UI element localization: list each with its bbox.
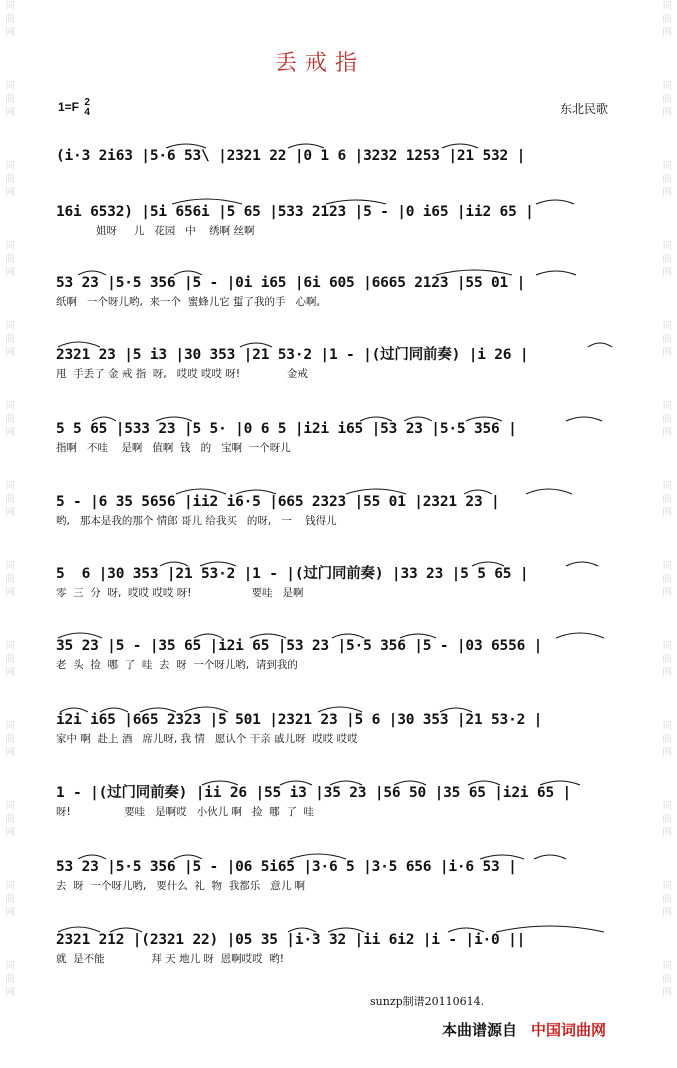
watermark-glyph: 网 xyxy=(5,427,15,438)
watermark-glyph-group xyxy=(660,320,674,400)
watermark-glyph: 网 xyxy=(5,267,15,278)
lyrics-line: 哟, 那本是我的那个 情郎 哥儿 给我买 的呀, 一 钱得儿 xyxy=(56,515,337,527)
slur-marks xyxy=(56,851,612,861)
watermark-glyph: 词 xyxy=(5,801,15,812)
watermark-glyph-group xyxy=(660,800,674,880)
watermark-glyph: 曲 xyxy=(5,494,15,505)
watermark-glyph: 词 xyxy=(5,881,15,892)
score-row xyxy=(56,856,612,894)
notation-line: 5 5 65 |533 23 |5 5· |0 6 5 |i2i i65 |53 23 |5·5 356 | xyxy=(56,421,517,437)
lyrics-line: 甩 手丢了 金 戒 指 呀, 哎哎 哎哎 呀! 金戒 xyxy=(56,368,308,380)
slur-marks xyxy=(56,704,612,714)
watermark-glyph: 曲 xyxy=(662,574,672,585)
watermark-glyph-group xyxy=(3,80,17,160)
watermark-glyph: 词 xyxy=(662,1,672,12)
watermark-glyph: 网 xyxy=(5,987,15,998)
watermark-glyph: 网 xyxy=(5,187,15,198)
notation-line: 5 - |6 35 5656 |ii2 i6·5 |665 2323 |55 01 |2321 23 | xyxy=(56,494,500,510)
song-origin: 东北民歌 xyxy=(560,102,609,116)
watermark-glyph: 网 xyxy=(5,827,15,838)
watermark-glyph-group xyxy=(3,720,17,800)
watermark-glyph: 词 xyxy=(662,81,672,92)
watermark-glyph: 词 xyxy=(662,961,672,972)
notation-line: 5 6 |30 353 |21 53·2 |1 - |(过门同前奏) |33 23 |5 5 65 | xyxy=(56,566,529,582)
watermark-glyph-group xyxy=(3,400,17,480)
watermark-glyph: 网 xyxy=(662,587,672,598)
source-notice xyxy=(442,1019,606,1040)
slur-marks xyxy=(56,339,612,349)
watermark-glyph: 曲 xyxy=(5,894,15,905)
song-title: 丢戒指 xyxy=(274,51,365,76)
score-row xyxy=(56,782,612,820)
slur-marks xyxy=(56,486,612,496)
watermark-glyph: 曲 xyxy=(5,334,15,345)
watermark-glyph: 曲 xyxy=(5,734,15,745)
watermark-glyph: 词 xyxy=(5,1,15,12)
score-row xyxy=(56,418,612,456)
watermark-glyph: 曲 xyxy=(5,414,15,425)
slur-marks xyxy=(56,413,612,423)
watermark-glyph: 词 xyxy=(662,481,672,492)
watermark-glyph-group xyxy=(660,80,674,160)
watermark-glyph: 网 xyxy=(5,107,15,118)
slur-marks xyxy=(56,267,612,277)
score-row xyxy=(56,709,612,747)
watermark-glyph-group xyxy=(3,640,17,720)
lyrics-line: 纸啊 一个呀儿哟, 来一个 蜜蜂儿它 蜇了我的手 心啊, xyxy=(56,296,320,308)
watermark-glyph-group xyxy=(3,560,17,640)
watermark-glyph: 网 xyxy=(662,187,672,198)
lyrics-line: 就 是不能 拜 天 地儿 呀 恩啊哎哎 哟! xyxy=(56,953,284,965)
watermark-glyph-group xyxy=(3,320,17,400)
watermark-glyph-group xyxy=(660,560,674,640)
side-watermark-left xyxy=(3,0,17,1040)
lyrics-line: 指啊 不哇 是啊 值啊 钱 的 宝啊 一个呀儿 xyxy=(56,442,291,454)
watermark-glyph: 词 xyxy=(5,241,15,252)
watermark-glyph-group xyxy=(660,480,674,560)
watermark-glyph: 网 xyxy=(5,667,15,678)
watermark-glyph: 词 xyxy=(5,721,15,732)
transcriber-credit: sunzp制谱20110614. xyxy=(370,995,485,1008)
watermark-glyph-group xyxy=(660,960,674,1040)
watermark-glyph: 网 xyxy=(5,907,15,918)
source-site-link[interactable]: 中国词曲网 xyxy=(531,1022,607,1039)
score-row xyxy=(56,201,612,239)
watermark-glyph: 网 xyxy=(5,587,15,598)
watermark-glyph: 词 xyxy=(662,721,672,732)
notation-line: (i·3 2i63 |5·6 53\ |2321 22 |0 1 6 |3232 1253 |21 532 | xyxy=(56,148,526,164)
watermark-glyph-group xyxy=(3,480,17,560)
watermark-glyph: 词 xyxy=(662,161,672,172)
watermark-glyph-group xyxy=(660,880,674,960)
watermark-glyph: 网 xyxy=(662,107,672,118)
watermark-glyph-group xyxy=(3,240,17,320)
watermark-glyph-group xyxy=(660,0,674,80)
slur-marks xyxy=(56,196,612,206)
key-signature xyxy=(58,98,90,118)
notation-line: 53 23 |5·5 356 |5 - |0i i65 |6i 605 |6665 2123 |55 01 | xyxy=(56,275,526,291)
notation-line: 1 - |(过门同前奏) |ii 26 |55 i3 |35 23 |56 50 |35 65 |i2i 65 | xyxy=(56,785,572,801)
watermark-glyph: 网 xyxy=(5,507,15,518)
slur-marks xyxy=(56,140,612,150)
side-watermark-right xyxy=(660,0,674,1040)
watermark-glyph-group xyxy=(660,720,674,800)
watermark-glyph-group xyxy=(3,160,17,240)
slur-marks xyxy=(56,558,612,568)
watermark-glyph: 曲 xyxy=(662,174,672,185)
watermark-glyph-group xyxy=(660,240,674,320)
notation-line: 35 23 |5 - |35 65 |i2i 65 |53 23 |5·5 356 |5 - |03 6556 | xyxy=(56,638,543,654)
notation-line: i2i i65 |665 2323 |5 501 |2321 23 |5 6 |30 353 |21 53·2 | xyxy=(56,712,543,728)
watermark-glyph: 网 xyxy=(5,747,15,758)
watermark-glyph-group xyxy=(3,960,17,1040)
watermark-glyph: 曲 xyxy=(5,574,15,585)
watermark-glyph-group xyxy=(3,800,17,880)
watermark-glyph: 曲 xyxy=(662,334,672,345)
watermark-glyph-group xyxy=(660,640,674,720)
watermark-glyph: 网 xyxy=(662,267,672,278)
slur-marks xyxy=(56,777,612,787)
watermark-glyph: 词 xyxy=(662,641,672,652)
watermark-glyph: 曲 xyxy=(5,94,15,105)
watermark-glyph: 网 xyxy=(5,27,15,38)
time-sig-top: 2 xyxy=(84,97,90,108)
watermark-glyph: 网 xyxy=(662,827,672,838)
watermark-glyph: 网 xyxy=(662,667,672,678)
score-row xyxy=(56,929,612,967)
watermark-glyph: 词 xyxy=(5,81,15,92)
lyrics-line: 去 呀 一个呀儿哟, 要什么 礼 物 我都乐 意儿 啊 xyxy=(56,880,306,892)
watermark-glyph: 曲 xyxy=(662,494,672,505)
watermark-glyph: 词 xyxy=(5,561,15,572)
score-row xyxy=(56,491,612,529)
lyrics-line: 老 头 捡 哪 了 哇 去 呀 一个呀儿哟, 请到我的 xyxy=(56,659,298,671)
score-row xyxy=(56,145,612,183)
watermark-glyph: 曲 xyxy=(5,14,15,25)
notation-line: 2321 23 |5 i3 |30 353 |21 53·2 |1 - |(过门同前奏) |i 26 | xyxy=(56,347,529,363)
watermark-glyph: 词 xyxy=(662,321,672,332)
watermark-glyph: 曲 xyxy=(5,974,15,985)
watermark-glyph: 词 xyxy=(5,161,15,172)
watermark-glyph: 曲 xyxy=(662,734,672,745)
watermark-glyph-group xyxy=(660,160,674,240)
watermark-glyph: 词 xyxy=(5,961,15,972)
watermark-glyph: 曲 xyxy=(662,814,672,825)
watermark-glyph: 曲 xyxy=(662,414,672,425)
watermark-glyph: 曲 xyxy=(662,14,672,25)
slur-marks xyxy=(56,924,612,934)
watermark-glyph: 网 xyxy=(5,347,15,358)
watermark-glyph: 网 xyxy=(662,987,672,998)
watermark-glyph: 词 xyxy=(5,641,15,652)
source-label: 本曲谱源自 xyxy=(442,1022,518,1039)
notation-line: 53 23 |5·5 356 |5 - |06 5i65 |3·6 5 |3·5 656 |i·6 53 | xyxy=(56,859,517,875)
lyrics-line: 家中 啊 赴上 酒 席儿呀, 我 情 愿认个 干亲 戚儿呀 哎哎 哎哎 xyxy=(56,733,358,745)
watermark-glyph: 词 xyxy=(5,481,15,492)
watermark-glyph: 词 xyxy=(662,561,672,572)
watermark-glyph: 曲 xyxy=(662,94,672,105)
watermark-glyph: 词 xyxy=(5,321,15,332)
watermark-glyph: 曲 xyxy=(662,974,672,985)
time-sig-bottom: 4 xyxy=(84,107,90,118)
watermark-glyph: 曲 xyxy=(662,654,672,665)
watermark-glyph: 词 xyxy=(662,241,672,252)
key-label: 1=F xyxy=(58,100,80,115)
watermark-glyph: 网 xyxy=(662,27,672,38)
watermark-glyph: 曲 xyxy=(5,654,15,665)
watermark-glyph: 网 xyxy=(662,347,672,358)
watermark-glyph-group xyxy=(660,400,674,480)
watermark-glyph: 网 xyxy=(662,747,672,758)
slur-marks xyxy=(56,630,612,640)
watermark-glyph: 词 xyxy=(662,401,672,412)
time-signature xyxy=(84,98,90,118)
watermark-glyph: 曲 xyxy=(662,254,672,265)
watermark-glyph: 网 xyxy=(662,427,672,438)
lyrics-line xyxy=(56,167,612,183)
score-row xyxy=(56,272,612,310)
lyrics-line: 姐呀 儿 花园 中 绣啊 丝啊 xyxy=(56,225,255,237)
lyrics-line: 呀! 要哇 是啊哎 小伙儿 啊 捡 哪 了 哇 xyxy=(56,806,315,818)
watermark-glyph: 曲 xyxy=(5,174,15,185)
watermark-glyph: 网 xyxy=(662,907,672,918)
watermark-glyph: 词 xyxy=(5,401,15,412)
lyrics-line: 零 三 分 呀, 哎哎 哎哎 呀! 要哇 是啊 xyxy=(56,587,304,599)
watermark-glyph: 网 xyxy=(662,507,672,518)
notation-line: 16i 6532) |5i 656i |5 65 |533 2123 |5 - |0 i65 |ii2 65 | xyxy=(56,204,534,220)
score-row xyxy=(56,635,612,673)
watermark-glyph-group xyxy=(3,880,17,960)
watermark-glyph: 曲 xyxy=(662,894,672,905)
watermark-glyph: 曲 xyxy=(5,814,15,825)
score-row xyxy=(56,563,612,601)
watermark-glyph: 词 xyxy=(662,881,672,892)
watermark-glyph: 词 xyxy=(662,801,672,812)
score-row xyxy=(56,344,612,382)
notation-line: 2321 212 |(2321 22) |05 35 |i·3 32 |ii 6i2 |i - |i·0 || xyxy=(56,932,526,948)
watermark-glyph: 曲 xyxy=(5,254,15,265)
